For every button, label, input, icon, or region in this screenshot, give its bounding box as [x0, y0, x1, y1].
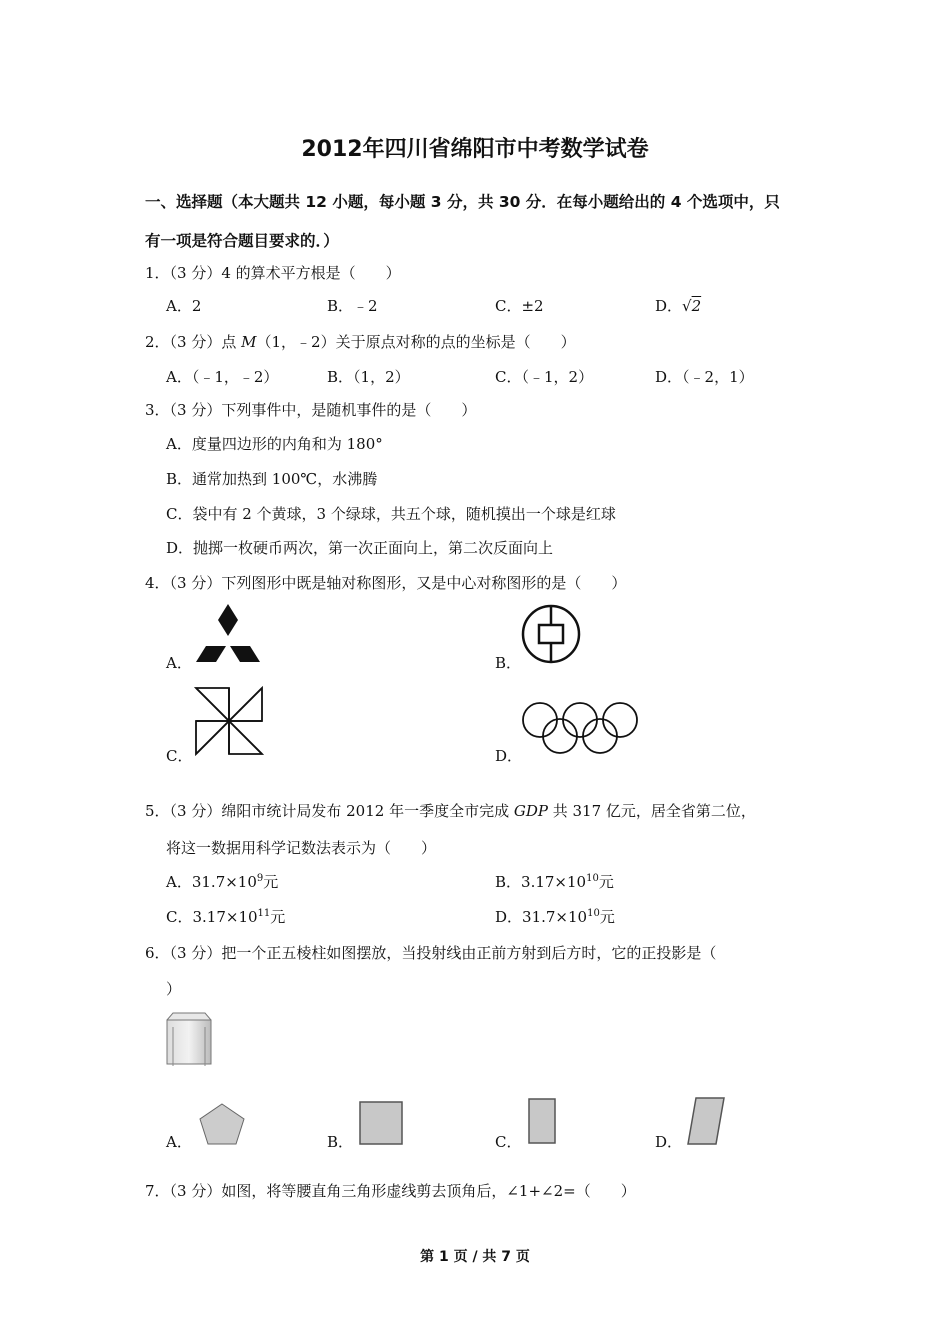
q1-option-b: B．﹣2 — [327, 297, 378, 315]
q5-b-unit: 元 — [598, 873, 614, 891]
q5-a-base: A．31.7×10 — [166, 873, 257, 891]
q5-c-base: C．3.17×10 — [166, 908, 258, 926]
q5-option-a — [166, 871, 278, 892]
question-7-stem: 7．（3 分）如图，将等腰直角三角形虚线剪去顶角后，∠1+∠2=（ ） — [145, 1182, 636, 1200]
question-6-stem: 6．（3 分）把一个正五棱柱如图摆放，当投射线由正前方射到后方时，它的正投影是（ — [145, 944, 717, 962]
q6-option-d: D． — [655, 1133, 683, 1151]
parallelogram-projection-figure — [686, 1096, 726, 1146]
coin-figure — [520, 603, 582, 665]
q3-option-d: D．抛掷一枚硬币两次，第一次正面向上，第二次反面向上 — [166, 539, 554, 557]
q2-option-c: C．（﹣1，2） — [495, 368, 594, 386]
question-6-stem-line2: ） — [166, 980, 182, 998]
pentagonal-prism-figure — [165, 1010, 213, 1068]
question-5-stem — [145, 800, 756, 821]
mitsubishi-figure — [194, 604, 262, 664]
pinwheel-figure — [194, 686, 264, 756]
rectangle-projection-figure — [527, 1097, 557, 1145]
page-title: 2012年四川省绵阳市中考数学试卷 — [301, 137, 649, 162]
q4-option-b: B． — [495, 654, 522, 672]
q6-option-b: B． — [327, 1133, 354, 1151]
q5-d-unit: 元 — [599, 908, 615, 926]
q2-stem-post: （1，﹣2）关于原点对称的点的坐标是（ ） — [256, 333, 576, 351]
page-footer: 第 1 页 / 共 7 页 — [420, 1249, 530, 1265]
q4-option-d: D． — [495, 747, 523, 765]
q5-option-c — [166, 906, 285, 927]
q4-option-a: A． — [166, 654, 192, 672]
q5-d-base: D．31.7×10 — [495, 908, 588, 926]
q5-stem-post: 共 317 亿元，居全省第二位， — [547, 802, 756, 820]
q2-option-a: A．（﹣1，﹣2） — [166, 368, 279, 386]
square-projection-figure — [358, 1100, 404, 1146]
q6-option-c: C． — [495, 1133, 522, 1151]
q1-option-d-radicand: 2 — [691, 297, 702, 315]
q5-a-unit: 元 — [263, 873, 279, 891]
q1-option-a: A．2 — [166, 297, 202, 315]
q1-option-d-label: D． — [655, 297, 683, 315]
q2-stem-var: M — [241, 333, 257, 351]
q5-c-unit: 元 — [270, 908, 286, 926]
q5-a-exp: 9 — [256, 873, 264, 884]
q3-option-a: A．度量四边形的内角和为 180° — [166, 435, 383, 453]
q5-option-d — [495, 906, 615, 927]
q5-stem-pre: 5．（3 分）绵阳市统计局发布 2012 年一季度全市完成 — [145, 802, 514, 820]
q5-option-b — [495, 871, 614, 892]
olympic-rings-figure — [520, 700, 640, 758]
q3-option-c: C．袋中有 2 个黄球，3 个绿球，共五个球，随机摸出一个球是红球 — [166, 505, 616, 523]
q5-c-exp: 11 — [257, 908, 271, 919]
q1-option-d — [655, 295, 701, 316]
q5-b-exp: 10 — [586, 873, 599, 884]
q6-option-a: A． — [166, 1133, 192, 1151]
q4-option-c: C． — [166, 747, 193, 765]
section-heading-line2: 有一项是符合题目要求的．） — [145, 232, 339, 250]
q1-option-c: C．±2 — [495, 297, 544, 315]
sqrt-symbol: √ — [682, 297, 692, 315]
question-5-stem-line2: 将这一数据用科学记数法表示为（ ） — [166, 839, 437, 857]
q5-b-base: B．3.17×10 — [495, 873, 587, 891]
question-3-stem: 3．（3 分）下列事件中，是随机事件的是（ ） — [145, 401, 477, 419]
question-1-stem: 1．（3 分）4 的算术平方根是（ ） — [145, 264, 401, 282]
question-2-stem — [145, 331, 576, 352]
q2-option-b: B．（1，2） — [327, 368, 410, 386]
q2-option-d: D．（﹣2，1） — [655, 368, 754, 386]
question-4-stem: 4．（3 分）下列图形中既是轴对称图形，又是中心对称图形的是（ ） — [145, 574, 627, 592]
q5-stem-var: GDP — [513, 802, 548, 820]
section-heading-line1: 一、选择题（本大题共 12 小题，每小题 3 分，共 30 分．在每小题给出的 4 个选项中，只 — [145, 193, 780, 211]
pentagon-projection-figure — [198, 1102, 246, 1146]
q2-stem-pre: 2．（3 分）点 — [145, 333, 242, 351]
q3-option-b: B．通常加热到 100℃，水沸腾 — [166, 470, 378, 488]
q5-d-exp: 10 — [587, 908, 600, 919]
